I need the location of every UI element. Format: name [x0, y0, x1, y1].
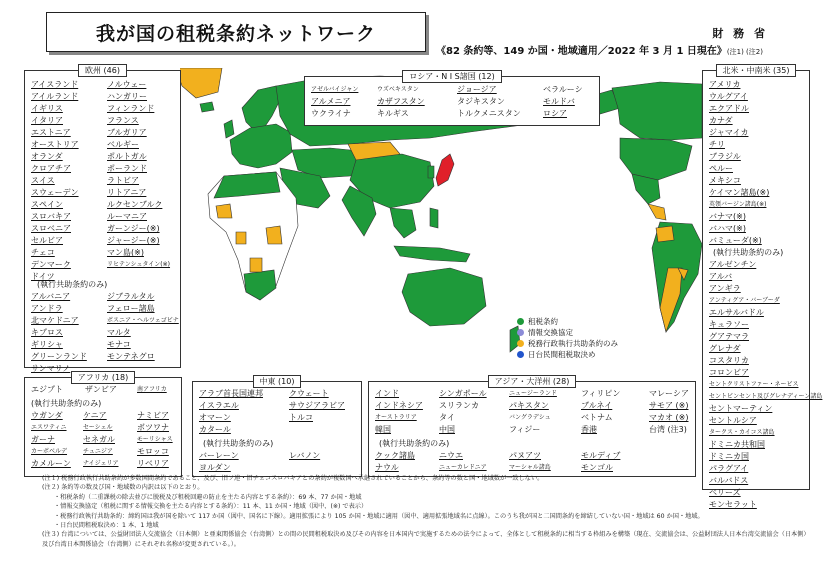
country: ノルウェー — [107, 80, 147, 89]
iceland — [200, 102, 214, 112]
asia-sub-list — [375, 450, 643, 474]
country: スリランカ — [439, 401, 479, 410]
country: フェロー諸島 — [107, 304, 155, 313]
country: モンテネグロ — [107, 352, 155, 361]
greenland — [180, 68, 222, 98]
country: ベリーズ — [709, 488, 741, 497]
sa-mutual-1 — [656, 226, 674, 242]
legend — [517, 316, 618, 360]
country: マレーシア — [649, 389, 689, 398]
country: カーボベルデ — [31, 448, 68, 455]
note-line: (注１) 税務行政執行共助条約が多数国間条約であること、及び、旧ソ連・旧チェコスロバキアとの条約が複数国へ承継されていることから、条約等の数と国・地域数が一致しない。 — [42, 475, 544, 482]
country: リトアニア — [107, 188, 147, 197]
panel-middle-east-header: 中東 (10) — [253, 375, 302, 388]
country: ナイジェリア — [83, 460, 119, 467]
country: セントマーティン — [709, 404, 773, 413]
africa-sub-list — [31, 410, 187, 470]
country: モンゴル — [581, 463, 613, 472]
country: ジブラルタル — [107, 292, 155, 301]
africa-mutual-4 — [236, 232, 246, 244]
country: トルクメニスタン — [457, 109, 521, 118]
country: ケイマン諸島(※) — [709, 188, 770, 197]
country: チェコ — [31, 248, 55, 257]
country: ドミニカ共和国 — [709, 440, 765, 449]
page-title: 我が国の租税条約ネットワーク — [46, 12, 426, 52]
country: セントビンセント及びグレナディーン諸島 — [709, 393, 823, 400]
footnotes — [42, 474, 814, 549]
legend-item: 税務行政執行共助条約のみ — [517, 338, 618, 349]
country: タジキスタン — [457, 97, 505, 106]
country: キュラソー — [709, 320, 749, 329]
country: フィジー — [509, 425, 541, 434]
africa-top-list — [31, 384, 187, 396]
country: 南アフリカ — [137, 386, 167, 393]
country: アイスランド — [31, 80, 79, 89]
country: チリ — [709, 140, 725, 149]
country: ガーンジー(※) — [107, 224, 160, 233]
country: モーリシャス — [137, 436, 173, 443]
country: ジャマイカ — [709, 128, 749, 137]
country: サンマリノ — [31, 364, 71, 373]
note-line: ・税務行政執行共助条約：締約国は我が国を除いて 117 か国（図中、国名に下線）。適用拡張により 105 か国・地域に適用（図中、適用拡張地域名に点線）。このうち我が国と二国間条約を締結していない国・地域は 60 か国・地域。 — [54, 512, 704, 520]
country: エジプト — [31, 385, 63, 394]
country: クック諸島 — [375, 451, 415, 460]
country: ギリシャ — [31, 340, 63, 349]
country: ウズベキスタン — [377, 86, 419, 93]
country: ケニア — [83, 411, 107, 420]
country: オーストラリア — [375, 414, 417, 421]
country: ナミビア — [137, 411, 169, 420]
country: ニュージーランド — [509, 390, 557, 397]
treaty-dot-icon — [517, 318, 524, 325]
country: ウルグアイ — [709, 92, 748, 101]
japan — [436, 154, 454, 186]
country: バルバドス — [709, 476, 749, 485]
country: 香港 — [581, 425, 597, 434]
country: カメルーン — [31, 459, 71, 468]
country: アルゼンチン — [709, 260, 757, 269]
country: インド — [375, 389, 399, 398]
country: モナコ — [107, 340, 131, 349]
country: コスタリカ — [709, 356, 749, 365]
middle-east-sub-label: (執行共助条約のみ) — [203, 439, 274, 448]
country: グリーンランド — [31, 352, 87, 361]
country: グアテマラ — [709, 332, 749, 341]
europe — [230, 124, 292, 168]
country: セントクリストファー・ネービス — [709, 381, 799, 388]
country: クロアチア — [31, 164, 71, 173]
country: イタリア — [31, 116, 63, 125]
country: マカオ (※) — [649, 413, 689, 422]
country: グレナダ — [709, 344, 741, 353]
panel-europe-header: 欧州 (46) — [78, 64, 127, 77]
country: ルーマニア — [107, 212, 147, 221]
country: アルバニア — [31, 292, 71, 301]
country: 中国 — [439, 425, 455, 434]
russia-list — [311, 84, 603, 120]
country: モルディブ — [581, 451, 621, 460]
europe-list — [31, 79, 185, 283]
country: スウェーデン — [31, 188, 79, 197]
americas-list — [709, 79, 822, 511]
usa — [620, 138, 692, 180]
africa-sub-label: (執行共助条約のみ) — [31, 399, 102, 408]
country: ウクライナ — [311, 109, 351, 118]
country: スロベニア — [31, 224, 71, 233]
mutual-dot-icon — [517, 340, 524, 347]
panel-russia-header: ロシア・N I S諸国 (12) — [402, 70, 501, 83]
country: サモア (※) — [649, 401, 689, 410]
country: タークス・カイコス諸島 — [709, 429, 775, 436]
country: サウジアラビア — [289, 401, 345, 410]
country: セルビア — [31, 236, 63, 245]
country: ポルトガル — [107, 152, 147, 161]
country: ベルギー — [107, 140, 139, 149]
country: パキスタン — [509, 401, 549, 410]
country: ジョージア — [457, 85, 497, 94]
taiwan-dot-icon — [517, 351, 524, 358]
country: スロバキア — [31, 212, 71, 221]
country: カザフスタン — [377, 97, 425, 106]
panel-europe — [24, 66, 181, 373]
note-line: ・情報交換協定（租税に関する情報交換を主たる内容とする条約）：11 本、11 か国・地域（図中、(※) で表示） — [54, 503, 368, 511]
country: パラグアイ — [709, 464, 749, 473]
legend-item: 租税条約 — [517, 316, 618, 327]
note-line: (注２) 条約等の数及び国・地域数の内訳は以下のとおり。 — [42, 484, 204, 492]
country: バハマ(※) — [709, 224, 746, 233]
note-line: (注３) 台湾については、公益財団法人交流協会（日本側）と亜東関係協会（台湾側）との間の民間租税取決め及びその内容を日本国内で実施するための法令によって、全体として租税条約に相当する枠組みを構築（現在、交流協会は、公益財団法人日本台湾交流協会（日本側）及び台湾日本関係協会（台湾側）にそれぞれ名称が変更されている。）。 — [42, 531, 810, 548]
country: ザンビア — [85, 385, 117, 394]
australia — [402, 268, 486, 326]
country: ドイツ — [31, 272, 55, 281]
panel-russia — [304, 72, 600, 126]
country: ニューカレドニア — [439, 464, 487, 471]
country: アラブ首長国連邦 — [199, 389, 263, 398]
country: エクアドル — [709, 104, 749, 113]
country: アメリカ — [709, 80, 741, 89]
panel-americas-header: 北米・中南米 (35) — [716, 64, 797, 77]
country: エスワティニ — [31, 424, 67, 431]
central-america — [648, 204, 666, 220]
panel-americas — [702, 66, 823, 509]
country: レバノン — [289, 451, 321, 460]
info-dot-icon — [517, 329, 524, 336]
country: ポーランド — [107, 164, 147, 173]
country: クウェート — [289, 389, 329, 398]
country: モンセラット — [709, 500, 757, 509]
country: アンギラ — [709, 284, 741, 293]
country: ブルネイ — [581, 401, 613, 410]
korea — [428, 166, 434, 178]
country: インドネシア — [375, 401, 423, 410]
country: シンガポール — [439, 389, 487, 398]
country: リヒテンシュタイン(※) — [107, 261, 171, 268]
panel-africa — [24, 373, 182, 477]
country: リベリア — [137, 459, 169, 468]
africa-south — [244, 270, 276, 300]
panel-asia — [368, 377, 696, 477]
country: ボツワナ — [137, 423, 169, 432]
country: アイルランド — [31, 92, 79, 101]
country: ペルー — [709, 164, 733, 173]
panel-asia-header: アジア・大洋州 (28) — [488, 375, 577, 388]
middle-east-sub-list — [199, 450, 365, 474]
country: ナウル — [375, 463, 399, 472]
country: セントルシア — [709, 416, 757, 425]
note-line: ・日台民間租税取決め：1 本、1 地域 — [54, 522, 159, 530]
country: 英領バージン諸島(※) — [709, 201, 767, 208]
country: バングラデシュ — [509, 414, 551, 421]
country: 韓国 — [375, 425, 391, 434]
page-subtitle: 《82 条約等、149 か国・地域適用／2022 年 3 月 1 日現在》(注1) (注2) — [436, 46, 763, 57]
country: アゼルバイジャン — [311, 86, 359, 93]
country: スイス — [31, 176, 55, 185]
note-line: ・租税条約（二重課税の除去並びに脱税及び租税回避の防止を主たる内容とする条約）：69 本、77 か国・地域 — [54, 493, 362, 501]
country: 北マケドニア — [31, 316, 79, 325]
country: ベラルーシ — [543, 85, 583, 94]
uk — [224, 120, 234, 138]
country: オランダ — [31, 152, 63, 161]
country: スペイン — [31, 200, 63, 209]
country: ヨルダン — [199, 463, 231, 472]
country: マン島(※) — [107, 248, 144, 257]
country: オマーン — [199, 413, 231, 422]
indonesia — [394, 246, 470, 262]
country: ニウエ — [439, 451, 463, 460]
country: ブラジル — [709, 152, 741, 161]
country: マルタ — [107, 328, 131, 337]
country: バナマ(※) — [709, 212, 746, 221]
country: コロンビア — [709, 368, 749, 377]
country: デンマーク — [31, 260, 71, 269]
country: トルコ — [289, 413, 313, 422]
panel-middle-east — [192, 377, 362, 477]
country: ボスニア・ヘルツェゴビナ — [107, 317, 179, 324]
country: フィリピン — [581, 389, 621, 398]
country: ガーナ — [31, 435, 55, 444]
country: ジャージー(※) — [107, 236, 160, 245]
scandinavia — [242, 86, 280, 130]
country: フィンランド — [107, 104, 155, 113]
country: メキシコ — [709, 176, 741, 185]
panel-africa-header: アフリカ (18) — [71, 371, 136, 384]
europe-sub-label: (執行共助条約のみ) — [37, 280, 108, 289]
country: エストニア — [31, 128, 71, 137]
country: ルクセンブルク — [107, 200, 163, 209]
country: カタール — [199, 425, 231, 434]
africa-mutual-2 — [266, 226, 282, 244]
country: アルメニア — [311, 97, 351, 106]
country: アンティグア・バーブーダ — [709, 297, 780, 304]
country: バーレーン — [199, 451, 239, 460]
country: タイ — [439, 413, 455, 422]
country: ラトビア — [107, 176, 139, 185]
country: ブルガリア — [107, 128, 147, 137]
legend-item: 情報交換協定 — [517, 327, 618, 338]
philippines — [430, 208, 438, 228]
middle-east-list — [199, 388, 365, 436]
africa-mutual-3 — [250, 258, 262, 272]
country: ウガンダ — [31, 411, 63, 420]
asia-list — [375, 388, 709, 436]
country: ロシア — [543, 109, 567, 118]
ministry-label: 財 務 省 — [712, 27, 768, 40]
country: ベトナム — [581, 413, 613, 422]
country: チュニジア — [83, 448, 113, 455]
country: ハンガリー — [107, 92, 147, 101]
europe-sub-list — [31, 291, 185, 375]
country: アルバ — [709, 272, 733, 281]
country: エルサルバドル — [709, 308, 764, 317]
canada — [612, 82, 702, 140]
country: イギリス — [31, 104, 63, 113]
country: パヌアツ — [509, 451, 541, 460]
country: マーシャル諸島 — [509, 464, 551, 471]
country: キルギス — [377, 109, 409, 118]
country: セネガル — [83, 435, 115, 444]
country: セーシェル — [83, 424, 113, 431]
legend-item: 日台民間租税取決め — [517, 349, 618, 360]
country: バミューダ(※) — [709, 236, 762, 245]
americas-sub-label: (執行共助条約のみ) — [713, 248, 784, 257]
country: ドミニカ国 — [709, 452, 749, 461]
se-asia — [390, 208, 416, 238]
country: 台湾 (注3) — [649, 425, 687, 434]
country: イスラエル — [199, 401, 239, 410]
country: フランス — [107, 116, 139, 125]
country: モルドバ — [543, 97, 575, 106]
country: アンドラ — [31, 304, 63, 313]
country: モロッコ — [137, 447, 169, 456]
asia-sub-label: (執行共助条約のみ) — [379, 439, 450, 448]
africa-mutual-1 — [216, 204, 232, 218]
country: カナダ — [709, 116, 733, 125]
country: オーストリア — [31, 140, 79, 149]
country: キプロス — [31, 328, 63, 337]
